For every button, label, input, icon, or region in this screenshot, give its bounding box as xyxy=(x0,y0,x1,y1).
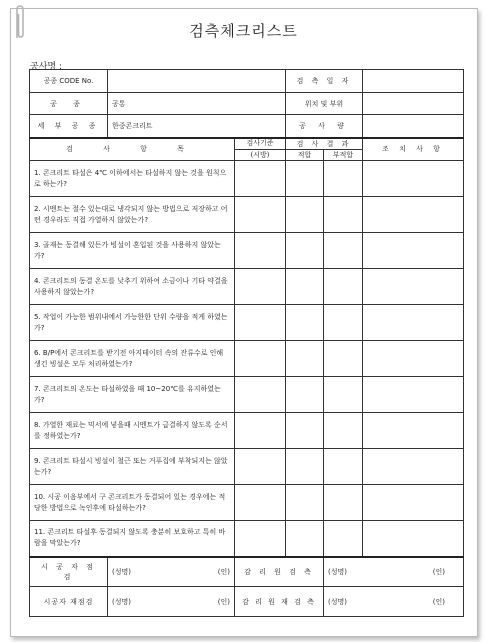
seal-label: (인) xyxy=(432,597,446,606)
pass-cell[interactable] xyxy=(286,161,324,197)
checklist-item-text: 1. 콘크리트 타설은 4℃ 이하에서는 타설하지 않는 것을 원칙으로 하는가? xyxy=(30,161,235,197)
fail-cell[interactable] xyxy=(324,269,363,305)
standard-cell[interactable] xyxy=(235,197,286,233)
standard-cell[interactable] xyxy=(235,377,286,413)
checklist-item-text: 6. B/P에서 콘크리트를 받기전 아지테이터 속의 잔류수로 인해 생긴 빙설은 모두 처리하였는가? xyxy=(30,341,235,377)
standard-cell[interactable] xyxy=(235,269,286,305)
type-label: 공 종 xyxy=(30,93,108,115)
signature-name-label: (성명) xyxy=(328,567,347,576)
checklist-row xyxy=(30,449,464,485)
checklist-item-text: 4. 콘크리트의 동결 온도를 낮추기 위하여 소금이나 기타 약결을 사용하지 않았는가? xyxy=(30,269,235,305)
fail-cell[interactable] xyxy=(324,485,363,521)
checklist-item-text: 10. 시공 이음부에서 구 콘크리트가 동결되어 있는 경우에는 적당한 방법으로 녹인후에 타설하는가? xyxy=(30,485,235,521)
standard-cell[interactable] xyxy=(235,449,286,485)
header-row xyxy=(30,138,464,150)
standard-cell[interactable] xyxy=(235,485,286,521)
checklist-row xyxy=(30,521,464,557)
signature-row xyxy=(30,557,464,587)
info-row-1 xyxy=(30,70,464,93)
checklist-row xyxy=(30,305,464,341)
site-name-label: 공사명 : xyxy=(30,62,62,72)
seal-label: (인) xyxy=(217,597,230,606)
signature-cell[interactable] xyxy=(108,587,235,617)
page-title: 검측체크리스트 xyxy=(189,22,298,40)
detail-value: 한중콘크리트 xyxy=(108,115,286,138)
seal-label: (인) xyxy=(432,567,446,576)
checklist-item-text: 9. 콘크리트 타설시 빙설이 철근 또는 거푸집에 부착되지는 않았는가? xyxy=(30,449,235,485)
action-cell[interactable] xyxy=(363,449,464,485)
pass-cell[interactable] xyxy=(286,305,324,341)
result-header: 검 사 결 과 xyxy=(286,138,363,150)
fail-cell[interactable] xyxy=(324,377,363,413)
pass-header: 적합 xyxy=(286,150,324,161)
checklist-row xyxy=(30,377,464,413)
signature-label: 시공자 재점검 xyxy=(30,587,108,617)
fail-cell[interactable] xyxy=(324,449,363,485)
standard-cell[interactable] xyxy=(235,161,286,197)
supervisor-signature-cell[interactable] xyxy=(324,587,464,617)
pass-cell[interactable] xyxy=(286,449,324,485)
info-row-2 xyxy=(30,93,464,115)
signature-cell[interactable] xyxy=(108,557,235,587)
action-cell[interactable] xyxy=(363,377,464,413)
location-label: 위치 및 부위 xyxy=(286,93,363,115)
fail-cell[interactable] xyxy=(324,233,363,269)
location-value-cell[interactable] xyxy=(363,93,464,115)
code-value-cell[interactable] xyxy=(108,70,286,93)
fail-cell[interactable] xyxy=(324,521,363,557)
signature-name-label: (성명) xyxy=(112,567,131,576)
pass-cell[interactable] xyxy=(286,485,324,521)
pass-cell[interactable] xyxy=(286,341,324,377)
checklist-table xyxy=(29,69,464,617)
checklist-row xyxy=(30,161,464,197)
fail-cell[interactable] xyxy=(324,413,363,449)
signature-label: 시 공 자 점 검 xyxy=(30,557,108,587)
action-cell[interactable] xyxy=(363,305,464,341)
pass-cell[interactable] xyxy=(286,521,324,557)
standard-cell[interactable] xyxy=(235,305,286,341)
detail-label: 세 부 공 종 xyxy=(30,115,108,138)
action-cell[interactable] xyxy=(363,161,464,197)
pass-cell[interactable] xyxy=(286,269,324,305)
type-value: 공통 xyxy=(108,93,286,115)
action-cell[interactable] xyxy=(363,413,464,449)
pass-cell[interactable] xyxy=(286,413,324,449)
checklist-item-text: 11. 콘크리트 타설후 동결되지 않도록 충분히 보호하고 특히 바람을 막았는가? xyxy=(30,521,235,557)
checklist-item-text: 7. 콘크리트의 온도는 타설하였을 때 10~20℃를 유지하였는가? xyxy=(30,377,235,413)
action-cell[interactable] xyxy=(363,233,464,269)
fail-cell[interactable] xyxy=(324,341,363,377)
pass-cell[interactable] xyxy=(286,197,324,233)
checklist-row xyxy=(30,413,464,449)
standard-sub-header: (시방) xyxy=(235,150,286,161)
checklist-item-text: 5. 작업이 가능한 범위내에서 가능한한 단위 수량을 적게 하였는가? xyxy=(30,305,235,341)
code-label: 공종 CODE No. xyxy=(30,70,108,93)
fail-header: 부적합 xyxy=(324,150,363,161)
signature-name-label: (성명) xyxy=(328,597,347,606)
date-label: 검 측 일 자 xyxy=(286,70,363,93)
seal-label: (인) xyxy=(217,567,230,576)
action-cell[interactable] xyxy=(363,341,464,377)
qty-value-cell[interactable] xyxy=(363,115,464,138)
standard-cell[interactable] xyxy=(235,521,286,557)
action-cell[interactable] xyxy=(363,521,464,557)
fail-cell[interactable] xyxy=(324,197,363,233)
checklist-item-text: 3. 골재는 동결해 있든가 빙설이 혼입된 것을 사용하지 않았는가? xyxy=(30,233,235,269)
item-header: 검 사 항 목 xyxy=(30,138,235,161)
action-cell[interactable] xyxy=(363,269,464,305)
fail-cell[interactable] xyxy=(324,161,363,197)
checklist-row xyxy=(30,485,464,521)
checklist-row xyxy=(30,233,464,269)
pass-cell[interactable] xyxy=(286,233,324,269)
date-value-cell[interactable] xyxy=(363,70,464,93)
standard-cell[interactable] xyxy=(235,341,286,377)
fail-cell[interactable] xyxy=(324,305,363,341)
paperclip-icon xyxy=(14,4,26,42)
supervisor-signature-cell[interactable] xyxy=(324,557,464,587)
info-row-3 xyxy=(30,115,464,138)
checklist-row xyxy=(30,197,464,233)
checklist-row xyxy=(30,269,464,305)
checklist-row xyxy=(30,341,464,377)
checklist-item-text: 8. 가열한 재료는 믹서에 넣을때 시멘트가 급결하지 않도록 순서를 정하였는가? xyxy=(30,413,235,449)
action-header: 조 치 사 항 xyxy=(363,138,464,161)
standard-header: 검사기준 xyxy=(235,138,286,150)
standard-cell[interactable] xyxy=(235,233,286,269)
action-cell[interactable] xyxy=(363,485,464,521)
signature-row xyxy=(30,587,464,617)
supervisor-label: 감 리 원 검 측 xyxy=(235,557,324,587)
signature-name-label: (성명) xyxy=(112,597,131,606)
standard-cell[interactable] xyxy=(235,413,286,449)
qty-label: 공 사 량 xyxy=(286,115,363,138)
supervisor-label: 감 리 원 재 검 측 xyxy=(235,587,324,617)
checklist-item-text: 2. 시멘트는 절수 있는대로 냉각되지 않는 방법으로 저장하고 어떤 경우라도 직접 가열하지 않았는가? xyxy=(30,197,235,233)
action-cell[interactable] xyxy=(363,197,464,233)
pass-cell[interactable] xyxy=(286,377,324,413)
